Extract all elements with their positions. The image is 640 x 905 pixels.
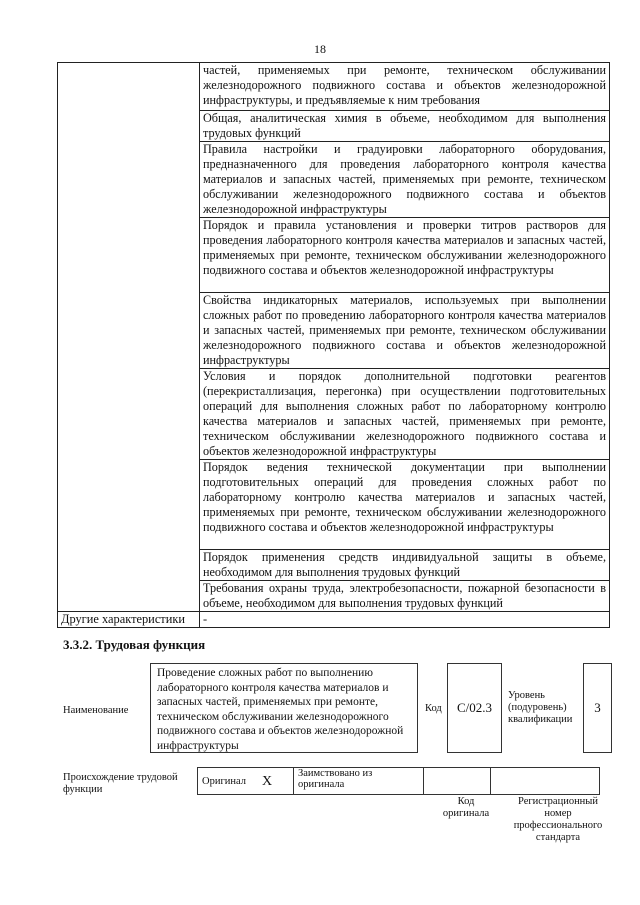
origin-table — [197, 767, 600, 795]
reg-number-caption: Регистрационный номер профессионального стандарта — [513, 796, 603, 843]
knowledge-table — [57, 62, 610, 628]
code-label: Код — [425, 703, 442, 714]
knowledge-text: Порядок применения средств индивидуальной защиты в объеме, необходимом для выполнения трудовых функций — [200, 550, 610, 581]
knowledge-label-cell — [58, 63, 200, 612]
original-label: Оригинал — [198, 768, 259, 795]
origin-label: Происхождение трудовой функции — [63, 772, 178, 795]
table-row — [198, 768, 600, 795]
knowledge-text: Порядок и правила установления и проверки титров растворов для проведения лабораторного контроля качества материалов и запасных частей, применяемых при ремонте, техническом обслуживании железнодорожного подвижного состава и объектов железнодорожной инфраструктуры — [200, 218, 610, 293]
name-label: Наименование — [63, 705, 129, 716]
other-characteristics-label: Другие характеристики — [58, 612, 200, 628]
origin-code-caption: Код оригинала — [442, 796, 490, 819]
level-label: Уровень (подуровень) квалификации — [508, 690, 573, 725]
knowledge-text: Условия и порядок дополнительной подготовки реагентов (перекристаллизация, перегонка) при осуществлении подготовительных операций для выполнения сложных работ по лабораторному контролю качества материалов и запасных частей, применяемых при ремонте, техническом обслуживании железнодорожного подвижного состава и объектов железнодорожной инфраструктуры — [200, 369, 610, 460]
table-row — [58, 63, 610, 111]
other-characteristics-row — [58, 612, 610, 628]
level-value-box: 3 — [583, 663, 612, 753]
borrowed-label: Заимствовано из оригинала — [294, 768, 424, 795]
reg-number-cell — [491, 768, 600, 795]
code-value-box: C/02.3 — [447, 663, 502, 753]
knowledge-text: Требования охраны труда, электробезопасности, пожарной безопасности в объеме, необходимом для выполнения трудовых функций — [200, 581, 610, 612]
knowledge-text: частей, применяемых при ремонте, техническом обслуживании железнодорожного подвижного состава и объектов железнодорожной инфраструктуры, и предъявляемые к ним требования — [200, 63, 610, 111]
knowledge-text: Общая, аналитическая химия в объеме, необходимом для выполнения трудовых функций — [200, 111, 610, 142]
knowledge-text: Порядок ведения технической документации при выполнении подготовительных операций для проведения сложных работ по лабораторному контролю качества материалов и запасных частей, применяемых при ремонте, техническом обслуживании железнодорожного подвижного состава и объектов железнодорожной инфраструктуры — [200, 460, 610, 550]
section-title: 3.3.2. Трудовая функция — [63, 637, 206, 652]
function-name-box: Проведение сложных работ по выполнению лабораторного контроля качества материалов и запасных частей, применяемых при ремонте, техническом обслуживании железнодорожного подвижного состава и объектов железнодорожной инфраструктуры — [150, 663, 418, 753]
knowledge-text: Свойства индикаторных материалов, используемых при выполнении сложных работ по проведению лабораторного контроля качества материалов и запасных частей, применяемых при ремонте, техническом обслуживании железнодорожного подвижного состава и объектов железнодорожной инфраструктуры — [200, 293, 610, 369]
page-number: 18 — [314, 42, 326, 56]
origin-code-cell — [424, 768, 491, 795]
knowledge-text: Правила настройки и градуировки лабораторного оборудования, предназначенного для проведения лабораторного контроля качества материалов и запасных частей, применяемых при ремонте, техническом обслуживании железнодорожного подвижного состава и объектов железнодорожной инфраструктуры — [200, 142, 610, 218]
original-mark: X — [258, 768, 294, 795]
other-characteristics-value: - — [200, 612, 610, 628]
